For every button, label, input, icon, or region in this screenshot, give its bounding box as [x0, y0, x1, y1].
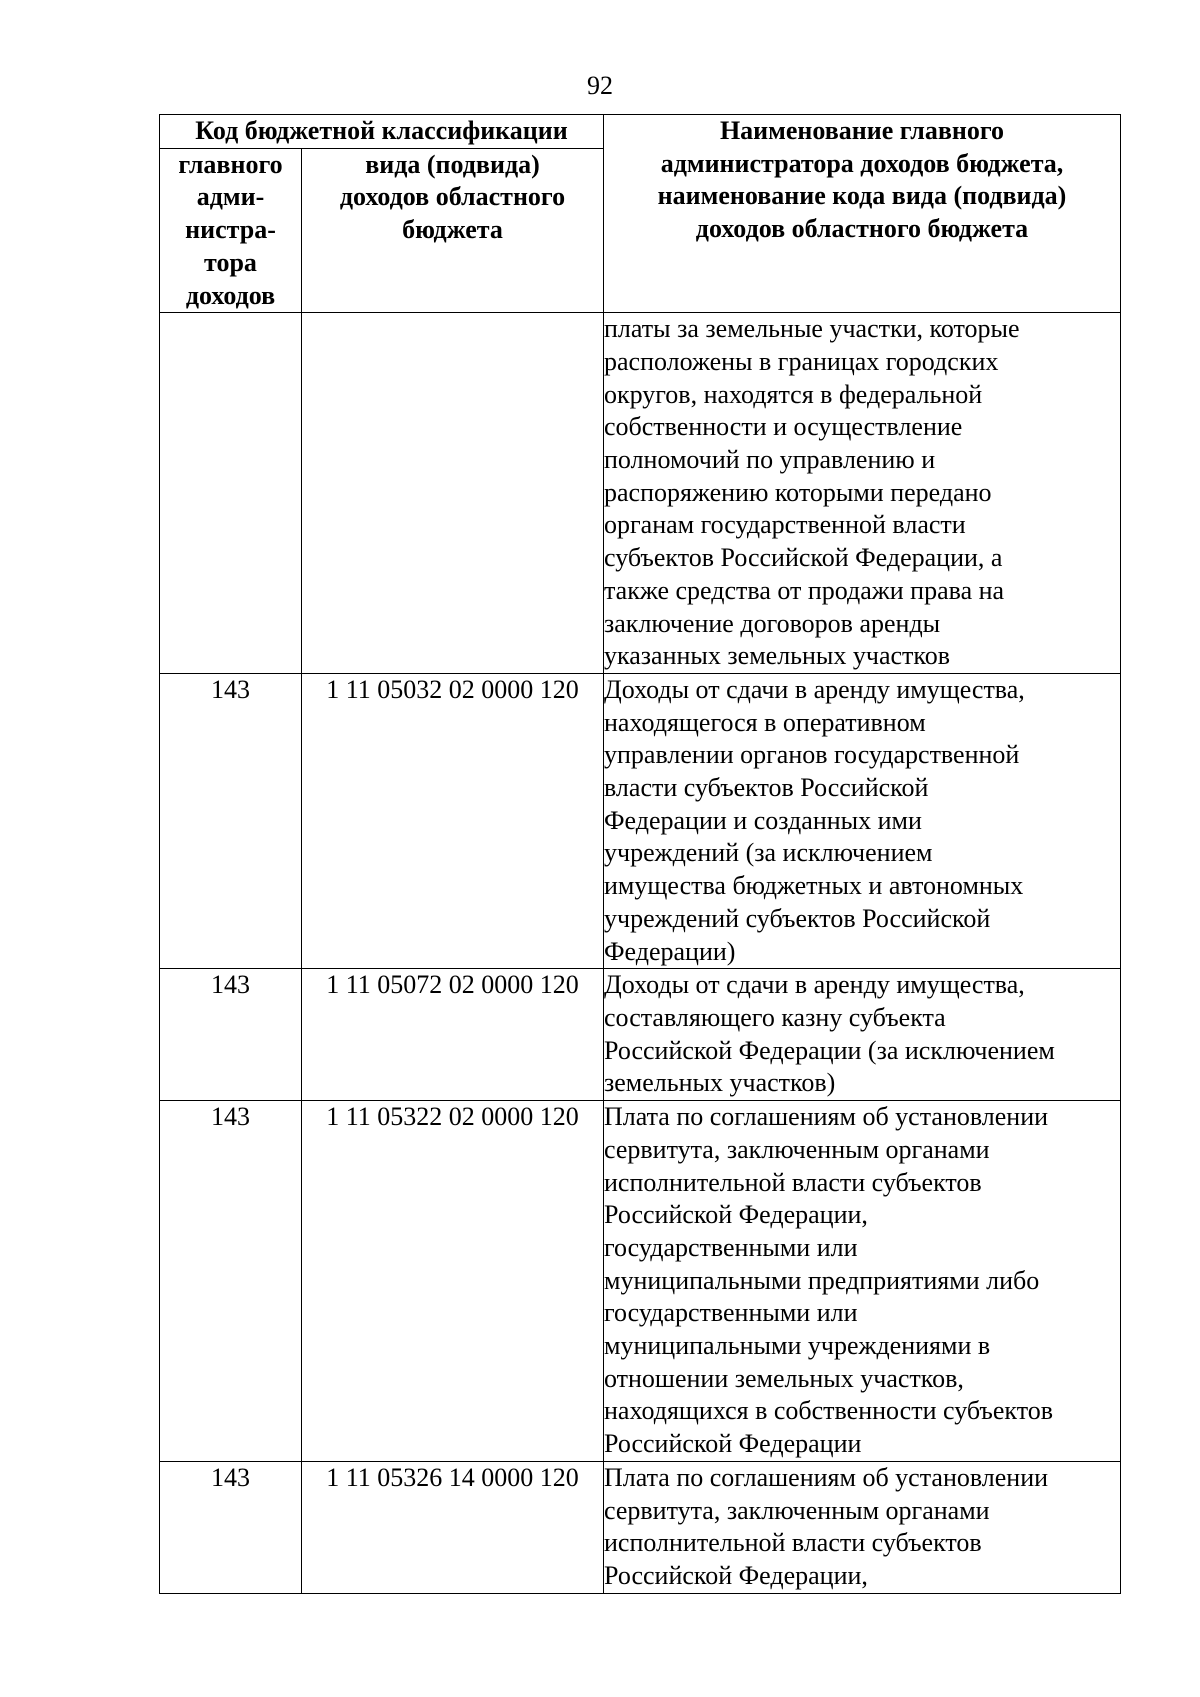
- page-number: 92: [587, 71, 613, 100]
- admin-code-cell: 143: [160, 969, 302, 1101]
- name-line: сервитута, заключенным органами: [604, 1495, 990, 1525]
- name-line: власти субъектов Российской: [604, 773, 929, 803]
- name-line: округов, находятся в федеральной: [604, 379, 983, 409]
- income-name-cell: [604, 1461, 1121, 1593]
- income-name-cell: [604, 969, 1121, 1101]
- name-line: отношении земельных участков,: [604, 1363, 964, 1393]
- header-line: Наименование главного: [719, 116, 1005, 145]
- header-line: тора: [204, 247, 257, 277]
- admin-column-header: [160, 148, 302, 313]
- name-line: находящегося в оперативном: [604, 707, 926, 737]
- name-line: государственными или: [604, 1232, 858, 1262]
- header-line: доходов областного: [339, 182, 566, 212]
- name-line: указанных земельных участков: [604, 641, 951, 671]
- name-line: Российской Федерации: [604, 1429, 862, 1459]
- name-line: также средства от продажи права на: [604, 575, 1005, 605]
- name-line: Доходы от сдачи в аренду имущества,: [604, 674, 1025, 704]
- admin-code-cell: 143: [160, 1101, 302, 1462]
- name-line: Плата по соглашениям об установлении: [604, 1462, 1049, 1492]
- header-line: администратора доходов бюджета,: [660, 148, 1064, 178]
- table-row: [160, 1461, 1121, 1593]
- income-code-cell: 1 11 05322 02 0000 120: [302, 1101, 604, 1462]
- table-row: [160, 969, 1121, 1101]
- header-line: главного: [178, 149, 283, 179]
- table-body: [160, 313, 1121, 1593]
- header-row-group: [160, 115, 1121, 149]
- income-name-cell: [604, 673, 1121, 968]
- name-line: Доходы от сдачи в аренду имущества,: [604, 970, 1025, 1000]
- income-name-cell: [604, 313, 1121, 674]
- name-line: распоряжению которыми передано: [604, 477, 992, 507]
- budget-code-group-header: Код бюджетной классификации: [160, 115, 604, 149]
- name-line: муниципальными учреждениями в: [604, 1331, 991, 1361]
- code-column-header: [302, 148, 604, 313]
- header-line: наименование кода вида (подвида): [657, 181, 1067, 211]
- header-line: бюджета: [402, 215, 503, 245]
- name-line: исполнительной власти субъектов: [604, 1528, 982, 1558]
- name-line: государственными или: [604, 1298, 858, 1328]
- header-line: нистра-: [185, 215, 276, 245]
- table-row: [160, 673, 1121, 968]
- table-header: [160, 115, 1121, 313]
- name-line: учреждений субъектов Российской: [604, 903, 991, 933]
- name-line: учреждений (за исключением: [604, 838, 933, 868]
- name-line: Российской Федерации,: [604, 1560, 868, 1590]
- name-line: заключение договоров аренды: [604, 608, 941, 638]
- name-line: расположены в границах городских: [604, 346, 999, 376]
- header-line: вида (подвида): [365, 149, 540, 179]
- admin-code-cell: 143: [160, 1461, 302, 1593]
- name-line: собственности и осуществление: [604, 412, 963, 442]
- name-line: земельных участков): [604, 1068, 836, 1098]
- name-line: сервитута, заключенным органами: [604, 1134, 990, 1164]
- income-code-cell: [302, 313, 604, 674]
- income-code-cell: 1 11 05072 02 0000 120: [302, 969, 604, 1101]
- name-line: субъектов Российской Федерации, а: [604, 543, 1003, 573]
- name-line: полномочий по управлению и: [604, 445, 936, 475]
- name-line: имущества бюджетных и автономных: [604, 871, 1024, 901]
- name-line: исполнительной власти субъектов: [604, 1167, 982, 1197]
- name-line: Федерации и созданных ими: [604, 805, 922, 835]
- header-line: доходов: [185, 280, 276, 310]
- income-code-cell: 1 11 05326 14 0000 120: [302, 1461, 604, 1593]
- name-line: органам государственной власти: [604, 510, 966, 540]
- table-row: [160, 1101, 1121, 1462]
- name-line: Российской Федерации (за исключением: [604, 1035, 1055, 1065]
- name-line: находящихся в собственности субъектов: [604, 1396, 1053, 1426]
- admin-code-cell: 143: [160, 673, 302, 968]
- name-line: Федерации): [604, 936, 736, 966]
- header-line: доходов областного бюджета: [695, 214, 1029, 244]
- name-line: Плата по соглашениям об установлении: [604, 1102, 1049, 1132]
- name-line: Российской Федерации,: [604, 1200, 868, 1230]
- income-name-cell: [604, 1101, 1121, 1462]
- header-line: адми-: [196, 182, 265, 212]
- admin-code-cell: [160, 313, 302, 674]
- income-code-cell: 1 11 05032 02 0000 120: [302, 673, 604, 968]
- name-column-header: [604, 115, 1121, 313]
- name-line: муниципальными предприятиями либо: [604, 1265, 1040, 1295]
- name-line: составляющего казну субъекта: [604, 1002, 946, 1032]
- name-line: платы за земельные участки, которые: [604, 314, 1020, 344]
- budget-classification-table: [159, 114, 1121, 1594]
- name-line: управлении органов государственной: [604, 740, 1020, 770]
- table-row: [160, 313, 1121, 674]
